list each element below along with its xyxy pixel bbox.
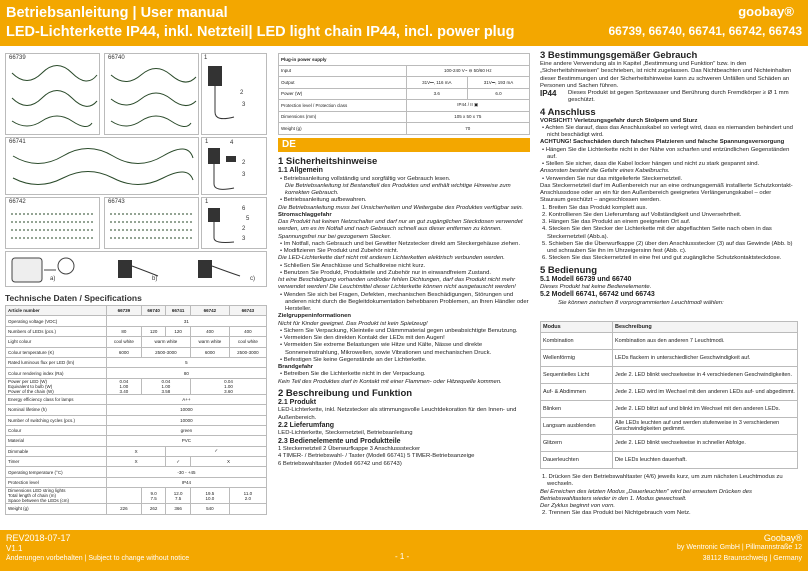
mode-description: Jede 2. LED wird im Wechsel mit den anderen LEDs auf- und abgedimmt. xyxy=(613,384,798,401)
spec-label: Power per LED (W) Equivalent to bulb (W) Power of the chain (W) xyxy=(6,378,107,394)
spec-label: Energy efficiency class for lamps xyxy=(6,394,107,404)
callout-3: 3 xyxy=(242,172,246,178)
ip44-label: IP44 xyxy=(540,89,557,98)
mode-name: Auf- & Abdimmen xyxy=(541,384,613,401)
spec-value: cool white xyxy=(106,337,141,347)
spec-value: 6000 xyxy=(190,347,229,357)
power-plug-icon xyxy=(204,144,264,194)
spec-label: Material xyxy=(6,436,107,446)
mode-description: Jede 2. LED blinkt wechselweise in 4 verschiedenen Geschwindigkeiten. xyxy=(613,367,798,384)
image-plug-1 xyxy=(201,53,267,135)
modes-row xyxy=(541,350,798,367)
spec-value: 400 xyxy=(190,326,229,336)
bold-text: Zielgruppeninformationen xyxy=(278,313,351,320)
power-value: 31V⎓, 116 mA xyxy=(406,77,467,89)
power-value: 6.0 xyxy=(468,88,530,100)
power-value: 3.6 xyxy=(406,88,467,100)
power-header: Plug-in power supply xyxy=(279,54,530,66)
body-text: 1 Steckernetzteil 2 Überwurfkappe 3 Anschlussstecker xyxy=(278,446,421,452)
list-item: 4. Stecken Sie den Stecker der Lichterkette mit der abgeflachten Seite nach oben in das Steckernetzteil (Abb.a). xyxy=(542,226,772,240)
mode-description: Jede 2. LED blitzt auf und blinkt im Wechsel mit den anderen LEDs. xyxy=(613,401,798,418)
callout-6: 6 xyxy=(242,206,246,212)
plug-connection-icon xyxy=(8,252,266,286)
spec-row xyxy=(6,405,267,415)
spec-value xyxy=(106,488,141,504)
list-item: • Wenden Sie sich bei Fragen, Defekten, mechanischen Beschädigungen, Störungen und anderen nicht durch die Begleitdokumentation behebbaren Problemen, an Ihren Händler oder Hersteller. xyxy=(280,291,529,312)
spec-header-cell: 66740 xyxy=(141,306,166,316)
power-plug-icon xyxy=(204,62,264,132)
mode-description: Die LEDs leuchten dauerhaft. xyxy=(613,452,798,469)
section-heading: 2 Beschreibung und Funktion xyxy=(278,387,413,399)
spec-label: Dimensions LED string lights Total length of chain (m) Space between the LEDs (cm) xyxy=(6,488,107,504)
power-value: 70 xyxy=(406,123,529,135)
list-item: • Im Notfall, nach Gebrauch und bei Gewitter Netzstecker direkt am Steckergehäuse ziehen. xyxy=(280,240,521,247)
callout-1: 1 xyxy=(204,55,208,61)
power-row xyxy=(279,88,530,100)
spec-label: Rated luminous flux per LED (lm) xyxy=(6,357,107,367)
spec-label: Protection level xyxy=(6,477,107,487)
spec-label: Colour xyxy=(6,425,107,435)
power-supply-table xyxy=(278,53,530,135)
spec-label: Dimmable xyxy=(6,446,107,456)
spec-value: 19.5 10.0 xyxy=(190,488,229,504)
power-label: Dimensions (mm) xyxy=(279,111,407,123)
spec-value: 0.04 1.00 3.60 xyxy=(190,378,266,394)
power-value: 100-240 V~ ⊖ 50/60 Hz xyxy=(406,65,529,77)
callout-5: 5 xyxy=(246,216,250,222)
italic-note: Sie können zwischen 8 vorprogrammierten Leuchtmodi wählen: xyxy=(558,299,724,306)
change-note: Änderungen vorbehalten | Subject to change without notice xyxy=(6,555,190,562)
spec-value: 11.0 2.0 xyxy=(229,488,266,504)
callout-3: 3 xyxy=(242,236,246,242)
spec-label: Number of switching cycles (pcs.) xyxy=(6,415,107,425)
image-plug-2 xyxy=(201,137,267,195)
spec-value: 10000 xyxy=(106,405,266,415)
subsection-heading: 5.1 Modell 66739 und 66740 xyxy=(540,275,632,283)
step-c-label: c) xyxy=(250,276,255,282)
image-66740 xyxy=(104,53,199,135)
modes-header-cell: Beschreibung xyxy=(613,322,798,333)
body-text: LED-Lichterkette, Steckernetzteil, Betriebsanleitung xyxy=(278,430,413,437)
italic-note: Das Produkt hat keinen Netzschalter und darf nur an gut zugänglichen Steckdosen verwendet werden, um es im Notfall und nach Gebrauch schnell aus dieser entfernen zu können. Spannungsfrei nur bei gezogenem Stecker. xyxy=(278,219,523,240)
led-cluster-icon xyxy=(7,206,99,248)
spec-value: IP44 xyxy=(106,477,266,487)
spec-value: 2500-3000 xyxy=(229,347,266,357)
led-chain-icon xyxy=(8,146,198,194)
image-label: 66742 xyxy=(9,199,26,205)
spec-header-row xyxy=(6,306,267,316)
list-item: • Betriebsanleitung aufbewahren. xyxy=(280,197,367,204)
spec-value: 226 xyxy=(106,504,141,514)
spec-label: Colour rendering index (Ra) xyxy=(6,368,107,378)
list-item: • Betriebsanleitung vollständig und sorgfältig vor Gebrauch lesen. xyxy=(280,175,451,182)
list-item: 2. Kontrollieren Sie den Lieferumfang auf Vollständigkeit und Unversehrtheit. xyxy=(542,211,742,218)
image-66739 xyxy=(5,53,100,135)
list-item: 1. Drücken Sie den Betriebswahltaster (4/6) jeweils kurz, um zum nächsten Leuchtmodus zu wechseln. xyxy=(542,474,783,488)
spec-value: X xyxy=(106,446,166,456)
spec-value: X xyxy=(190,457,266,467)
italic-note: Kein Teil des Produktes darf in Kontakt mit einer Flammen- oder Hitzequelle kommen. xyxy=(278,378,502,385)
subsection-heading: 5.2 Modell 66741, 66742 und 66743 xyxy=(540,291,655,299)
spec-header-cell: 66741 xyxy=(166,306,191,316)
image-66742 xyxy=(5,197,100,249)
bold-text: Brandgefahr xyxy=(278,364,314,370)
spec-header-cell: 66743 xyxy=(229,306,266,316)
spec-value: 5 xyxy=(106,357,266,367)
spec-row xyxy=(6,436,267,446)
spec-value: 400 xyxy=(229,326,266,336)
image-plug-3 xyxy=(201,197,267,249)
list-item: • Befestigen Sie keine Gegenstände an der Lichterkette. xyxy=(280,356,427,363)
list-item: • Modifizieren Sie Produkt und Zubehör nicht. xyxy=(280,248,399,254)
subsection-heading: 2.1 Produkt xyxy=(278,398,317,406)
section-heading: 3 Bestimmungsgemäßer Gebrauch xyxy=(540,50,698,61)
callout-1: 1 xyxy=(205,199,209,205)
column-1 xyxy=(278,154,530,468)
spec-label: Weight (g) xyxy=(6,504,107,514)
list-item: • Betreiben Sie die Lichterkette nicht in der Verpackung. xyxy=(280,371,426,378)
mode-name: Blinken xyxy=(541,401,613,418)
list-item: • Hängen Sie die Lichterkette nicht in der Nähe von scharfen und entzündlichen Gegenständen auf. xyxy=(542,146,790,160)
callout-2: 2 xyxy=(242,226,246,232)
spec-table xyxy=(5,305,267,515)
mode-name: Dauerleuchten xyxy=(541,452,613,469)
spec-value: 6000 xyxy=(106,347,141,357)
image-connection-steps xyxy=(5,251,267,287)
callout-4: 4 xyxy=(230,140,234,146)
list-item: • Benutzen Sie Produkt, Produktteile und Zubehör nur in einwandfreiem Zustand. xyxy=(280,269,491,276)
image-label: 66741 xyxy=(9,139,26,145)
power-value: IP44 / II ▣ xyxy=(406,100,529,112)
italic-note: Bei Erreichen des letzten Modus „Dauerleuchten" wird bei erneutem Drücken des Betriebswahltasters wieder in den 1. Modus gewechselt. xyxy=(540,488,752,502)
spec-title: Technische Daten / Specifications xyxy=(5,293,142,303)
section-heading: 5 Bedienung xyxy=(540,264,598,276)
list-item: • Vermeiden Sie den direkten Kontakt der LEDs mit den Augen! xyxy=(280,335,445,341)
list-item: 5. Schieben Sie die Überwurfkappe (2) über den Anschlussstecker (3) auf das Gewinde (Abb. b) und schrauben Sie ihn im Uhrzeigersinn fest (Abb. c). xyxy=(542,240,793,254)
mode-name: Sequentielles Licht xyxy=(541,367,613,384)
spec-value: 0.04 1.00 3.58 xyxy=(141,378,190,394)
section-heading: 4 Anschluss xyxy=(540,106,596,118)
modes-row xyxy=(541,418,798,435)
spec-label: Operating temperature (°C) xyxy=(6,467,107,477)
brand-logo: goobay® xyxy=(738,4,794,19)
subsection-heading: 2.3 Bedienelemente und Produktteile xyxy=(278,437,401,445)
mode-name: Langsam ausblenden xyxy=(541,418,613,435)
spec-row xyxy=(6,504,267,514)
section-heading: 1 Sicherheitshinweise xyxy=(278,156,378,167)
spec-value: 540 xyxy=(190,504,229,514)
mode-name: Wellenförmig xyxy=(541,350,613,367)
spec-row xyxy=(6,467,267,477)
italic-note: Die Betriebsanleitung ist Bestandteil des Produktes und enthält wichtige Hinweise zum korrekten Gebrauch. xyxy=(285,182,511,196)
bold-text: Stromschlaggefahr xyxy=(278,211,332,218)
modes-header-row xyxy=(541,322,798,333)
italic-note: Die Betriebsanleitung muss bei Unsicherheiten und Weitergabe des Produktes verfügbar sein. xyxy=(278,204,524,211)
spec-value: PVC xyxy=(106,436,266,446)
spec-label: Timer xyxy=(6,457,107,467)
list-item: 2. Trennen Sie das Produkt bei Nichtgebrauch vom Netz. xyxy=(542,510,691,517)
power-label: Weight (g) xyxy=(279,123,407,135)
mode-description: Jede 2. LED blinkt wechselweise in schneller Abfolge. xyxy=(613,435,798,452)
spec-value: A++ xyxy=(106,394,266,404)
body-text: Eine andere Verwendung als in Kapitel „Bestimmung und Funktion" bzw. in den „Sicherheitshinweisen" beschrieben, ist nicht zugelassen. Das Nichtbeachten und Nichteinhalten dieser Bestimmungen und der Sicherheitshinweise kann zu schweren Unfällen und Schäden an Personen und Sachen führen. xyxy=(540,61,792,89)
spec-value: ✓ xyxy=(166,446,267,456)
spec-value: warm white xyxy=(190,337,229,347)
spec-value: 120 xyxy=(141,326,166,336)
ip-note: IP44 Dieses Produkt ist gegen Spritzwasser und Berührung durch Fremdkörper ≥ Ø 1 mm geschützt. xyxy=(540,89,789,104)
led-chain-icon xyxy=(7,63,100,135)
spec-value: 12.0 7.5 xyxy=(166,488,191,504)
modes-row xyxy=(541,367,798,384)
list-item: • Achten Sie darauf, dass das Anschlusskabel so verlegt wird, dass es niemanden behindert und nicht beschädigt wird. xyxy=(542,124,793,138)
title-line-2: LED-Lichterkette IP44, inkl. Netzteil| LED light chain IP44, incl. power plug xyxy=(6,24,515,40)
body-text: 4 TIMER- / Betriebswahl- / Taster (Modell 66741) 5 TIMER-Betriebsanzeige xyxy=(278,453,475,460)
modes-row xyxy=(541,401,798,418)
spec-value: X xyxy=(106,457,166,467)
language-bar-de: DE xyxy=(278,138,530,152)
power-plug-icon xyxy=(204,204,264,248)
spec-value: warm white xyxy=(141,337,190,347)
spec-row xyxy=(6,457,267,467)
modes-row xyxy=(541,384,798,401)
image-66743 xyxy=(104,197,199,249)
body-text: Das Steckernetzteil darf im Außenbereich nur an eine ordnungsgemäß installierte Schutzkontakt-Anschlussdose oder an ein für den Außenbereich geeignetes Verlängerungskabel – oder Stauraum geschützt – angeschlossen werden. xyxy=(540,182,793,204)
modes-header-cell: Modus xyxy=(541,322,613,333)
list-item: 3. Hängen Sie das Produkt an einem geeigneten Ort auf. xyxy=(542,219,691,225)
modes-row xyxy=(541,333,798,350)
footer-bar xyxy=(0,530,808,571)
subsection-heading: 1.1 Allgemein xyxy=(278,167,323,174)
list-item: • Sichern Sie Verpackung, Kleinteile und Dämmmaterial gegen unbeabsichtigte Benutzung. xyxy=(280,327,518,334)
power-row xyxy=(279,100,530,112)
led-chain-icon xyxy=(106,63,199,135)
power-label: Input xyxy=(279,65,407,77)
spec-value: 80 xyxy=(106,326,141,336)
spec-value: 10000 xyxy=(106,415,266,425)
italic-note: Dieses Produkt hat keine Bedienelemente. xyxy=(540,284,652,290)
spec-row xyxy=(6,337,267,347)
list-item: • Schließen Sie Anschlüsse und Schaltkreise nicht kurz. xyxy=(280,262,426,269)
spec-label: Nominal lifetime (h) xyxy=(6,405,107,415)
callout-3: 3 xyxy=(242,102,246,108)
spec-label: Colour temperature (K) xyxy=(6,347,107,357)
spec-value xyxy=(229,504,266,514)
bold-text: VORSICHT! Verletzungsgefahr durch Stolpern und Sturz xyxy=(540,117,698,124)
list-item: 1. Breiten Sie das Produkt komplett aus. xyxy=(542,204,648,211)
mode-description: Kombination aus den anderen 7 Leuchtmodi. xyxy=(613,333,798,350)
power-row xyxy=(279,123,530,135)
spec-label: Operating voltage (VDC) xyxy=(6,316,107,326)
footer-brand: Goobay® xyxy=(763,533,802,543)
column-2 xyxy=(540,48,798,307)
spec-row xyxy=(6,415,267,425)
body-text: 6 Betriebswahltaster (Modell 66742 und 66743) xyxy=(278,460,402,467)
spec-value: 366 xyxy=(166,504,191,514)
revision: REV2018-07-17 xyxy=(6,533,71,543)
spec-row xyxy=(6,326,267,336)
spec-header-cell: 66739 xyxy=(106,306,141,316)
spec-value: 262 xyxy=(141,504,166,514)
list-item: • Vermeiden Sie extreme Belastungen wie Hitze und Kälte, Nässe und direkte Sonneneinstrahlung, Mikrowellen, sowie Vibrationen und mechanischen Druck. xyxy=(280,342,492,356)
spec-row xyxy=(6,394,267,404)
spec-value: 9.0 7.5 xyxy=(141,488,166,504)
italic-note: Nicht für Kinder geeignet. Das Produkt ist kein Spielzeug! xyxy=(278,320,428,327)
italic-note: Ansonsten besteht die Gefahr eines Kabelbruchs. xyxy=(540,168,670,175)
list-item: • Stellen Sie sicher, dass die Kabel locker hängen und nicht zu stark gespannt sind. xyxy=(542,161,760,167)
subsection-heading: 2.2 Lieferumfang xyxy=(278,421,335,429)
power-label: Output xyxy=(279,77,407,89)
image-label: 66743 xyxy=(108,199,125,205)
page-number: - 1 - xyxy=(395,552,410,561)
spec-row xyxy=(6,316,267,326)
spec-row xyxy=(6,488,267,504)
spec-value: 120 xyxy=(166,326,191,336)
spec-header-cell: Article number xyxy=(6,306,107,316)
image-label: 66740 xyxy=(108,55,125,61)
italic-note: Der Zyklus beginnt von vorn. xyxy=(540,503,615,509)
callout-2: 2 xyxy=(240,90,244,96)
spec-row xyxy=(6,446,267,456)
modes-row xyxy=(541,435,798,452)
company-address: by Wentronic GmbH | Pillmannstraße 12 xyxy=(676,544,802,551)
list-item: • Verwenden Sie nur das mitgelieferte Steckernetzteil. xyxy=(542,175,683,182)
power-value: 31V⎓, 193 mA xyxy=(468,77,530,89)
spec-value: 80 xyxy=(106,368,266,378)
power-label: Power (W) xyxy=(279,88,407,100)
spec-row xyxy=(6,425,267,435)
callout-2: 2 xyxy=(242,160,246,166)
spec-label: Numbers of LEDs (pcs.) xyxy=(6,326,107,336)
power-row xyxy=(279,111,530,123)
power-row xyxy=(279,77,530,89)
image-label: 66739 xyxy=(9,55,26,61)
article-numbers: 66739, 66740, 66741, 66742, 66743 xyxy=(608,24,802,38)
spec-label: Light colour xyxy=(6,337,107,347)
column-3 xyxy=(540,474,798,518)
step-a-label: a) xyxy=(50,276,56,282)
spec-row xyxy=(6,477,267,487)
italic-note: Ist eine Beschädigung vorhanden und/oder fehlen Dichtungen, darf das Produkt nicht mehr verwendet werden! Die Leuchtmittel dieser Lichterkette können nicht ausgetauscht werden! xyxy=(278,277,516,291)
callout-1: 1 xyxy=(205,139,209,145)
mode-name: Glitzern xyxy=(541,435,613,452)
mode-name: Kombination xyxy=(541,333,613,350)
spec-row xyxy=(6,357,267,367)
spec-row xyxy=(6,347,267,357)
mode-description: LEDs flackern in unterschiedlicher Geschwindigkeit auf. xyxy=(613,350,798,367)
mode-description: Alle LEDs leuchten auf und werden stufenweise in 3 verschiedenen Geschwindigkeiten gedimmt. xyxy=(613,418,798,435)
bold-text: ACHTUNG! Sachschäden durch falsches Platzieren und falsche Spannungsversorgung xyxy=(540,139,785,146)
spec-value: green xyxy=(106,425,266,435)
modes-row xyxy=(541,452,798,469)
title-line-1: Betriebsanleitung | User manual xyxy=(6,5,228,21)
power-header-row xyxy=(279,54,530,66)
spec-value: 2500-3000 xyxy=(141,347,190,357)
spec-value: ✓ xyxy=(166,457,191,467)
spec-value: cool white xyxy=(229,337,266,347)
spec-row xyxy=(6,368,267,378)
spec-value: -30 - +45 xyxy=(106,467,266,477)
spec-value: 31 xyxy=(106,316,266,326)
step-b-label: b) xyxy=(152,276,158,282)
spec-value: 0.04 1.00 3.40 xyxy=(106,378,141,394)
power-value: 105 x 50 x 75 xyxy=(406,111,529,123)
list-item: 6. Stecken Sie das Steckernetzteil in eine frei und gut zugängliche Schutzkontaktsteckdose. xyxy=(542,255,782,262)
version: V1.1 xyxy=(6,544,23,553)
italic-note: Die LED-Lichterkette darf nicht mit anderen Lichterketten elektrisch verbunden werden. xyxy=(278,255,505,262)
spec-header-cell: 66742 xyxy=(190,306,229,316)
spec-row xyxy=(6,378,267,394)
company-city: 38112 Braunschweig | Germany xyxy=(702,555,802,562)
image-66741 xyxy=(5,137,199,195)
power-row xyxy=(279,65,530,77)
header-bar xyxy=(0,0,808,46)
power-label: Protection level / Protection class xyxy=(279,100,407,112)
led-cluster-icon xyxy=(106,206,198,248)
body-text: LED-Lichterkette, inkl. Netzstecker als stimmungsvolle Leuchtdekoration für den Innen- und Außenbereich. xyxy=(278,407,517,421)
modes-table xyxy=(540,321,798,469)
